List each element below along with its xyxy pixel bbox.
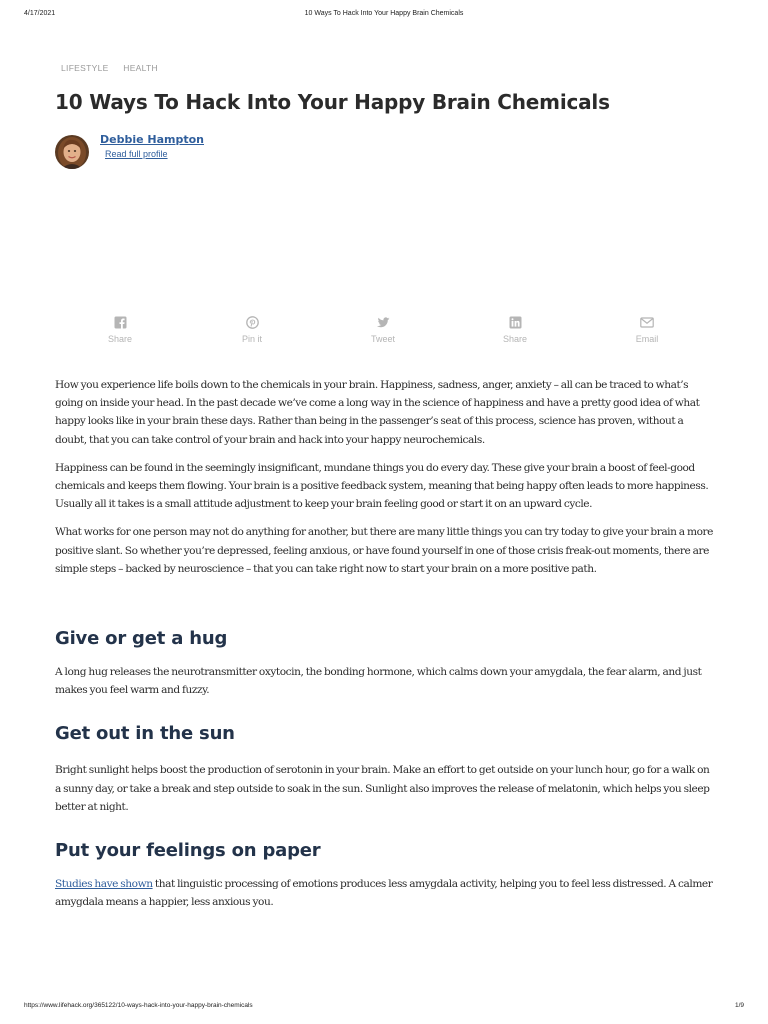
- read-full-profile-link[interactable]: Read full profile: [105, 149, 168, 159]
- share-twitter-button[interactable]: [348, 316, 418, 344]
- share-pinterest-button[interactable]: [217, 316, 287, 344]
- print-url: https://www.lifehack.org/365122/10-ways-hack-into-your-happy-brain-chemicals: [24, 1002, 253, 1009]
- author-avatar[interactable]: [55, 135, 89, 169]
- twitter-icon: [377, 316, 390, 329]
- article-title: 10 Ways To Hack Into Your Happy Brain Chemicals: [55, 90, 610, 114]
- share-bar: [55, 316, 715, 350]
- section-paragraph-sun: Bright sunlight helps boost the production of serotonin in your brain. Make an effort to get outside on your lunch hour, go for a walk on a sunny day, or take a break and step outside to soak in the sun. Sunlight also improves the release of melatonin, which helps you sleep better at night.: [55, 764, 710, 813]
- section-heading-paper: Put your feelings on paper: [55, 840, 321, 862]
- print-page-number: 1/9: [734, 1002, 744, 1009]
- intro-paragraph-2: Happiness can be found in the seemingly insignificant, mundane things you do every day. These give your brain a boost of feel-good chemicals and keeps them flowing. Your brain is a positive feedback system, meaning that being happy often leads to more happiness. Usually all it takes is a small attitude adjustment to keep your brain feeling good or start it on an upward cycle.: [55, 461, 709, 511]
- article-body: [55, 376, 715, 921]
- pinterest-icon: [246, 316, 259, 329]
- email-icon: [640, 316, 654, 329]
- share-facebook-button[interactable]: [85, 316, 155, 344]
- section-heading-hug: Give or get a hug: [55, 628, 228, 650]
- print-date: 4/17/2021: [24, 10, 56, 17]
- share-linkedin-button[interactable]: [480, 316, 550, 344]
- print-footer: [0, 1002, 768, 1014]
- share-email-label: Email: [635, 334, 659, 344]
- facebook-icon: [114, 316, 127, 329]
- linkedin-icon: [509, 316, 522, 329]
- section-heading-sun: Get out in the sun: [55, 723, 235, 745]
- share-twitter-label: Tweet: [370, 334, 395, 344]
- share-pinterest-label: Pin it: [241, 334, 262, 344]
- section-paragraph-paper: [55, 875, 715, 911]
- category-tag-lifestyle[interactable]: LIFESTYLE: [61, 63, 109, 73]
- category-tag-health[interactable]: HEALTH: [123, 63, 158, 73]
- section-paragraph-hug: A long hug releases the neurotransmitter oxytocin, the bonding hormone, which calms down your amygdala, the fear alarm, and just makes you feel warm and fuzzy.: [55, 666, 702, 697]
- category-tags: [61, 63, 170, 73]
- share-email-button[interactable]: [612, 316, 682, 344]
- print-header: [0, 10, 768, 22]
- intro-paragraph-1: How you experience life boils down to the chemicals in your brain. Happiness, sadness, anger, anxiety – all can be traced to what’s going on inside your head. In the past decade we’ve come a long way in the science of happiness and have a pretty good idea of what happy looks like in your brain these days. Rather than being in the passenger’s seat of this process, science has proven, without a doubt, that you can take control of your brain and hack into your happy neurochemicals.: [55, 379, 700, 446]
- intro-paragraph-3: What works for one person may not do anything for another, but there are many little things you can try today to give your brain a more positive slant. So whether you’re depressed, feeling anxious, or have found yourself in one of those crisis freak-out moments, there are simple steps – backed by neuroscience – that you can take right now to start your brain on a more positive path.: [55, 526, 713, 575]
- share-facebook-label: Share: [107, 334, 133, 344]
- section-paragraph-paper-text: that linguistic processing of emotions produces less amygdala activity, helping you to feel less distressed. A calmer amygdala means a happier, less anxious you.: [55, 878, 713, 909]
- studies-have-shown-link[interactable]: Studies have shown: [55, 878, 153, 891]
- print-document-title: 10 Ways To Hack Into Your Happy Brain Chemicals: [304, 10, 464, 17]
- author-name-link[interactable]: Debbie Hampton: [100, 133, 205, 146]
- share-linkedin-label: Share: [502, 334, 528, 344]
